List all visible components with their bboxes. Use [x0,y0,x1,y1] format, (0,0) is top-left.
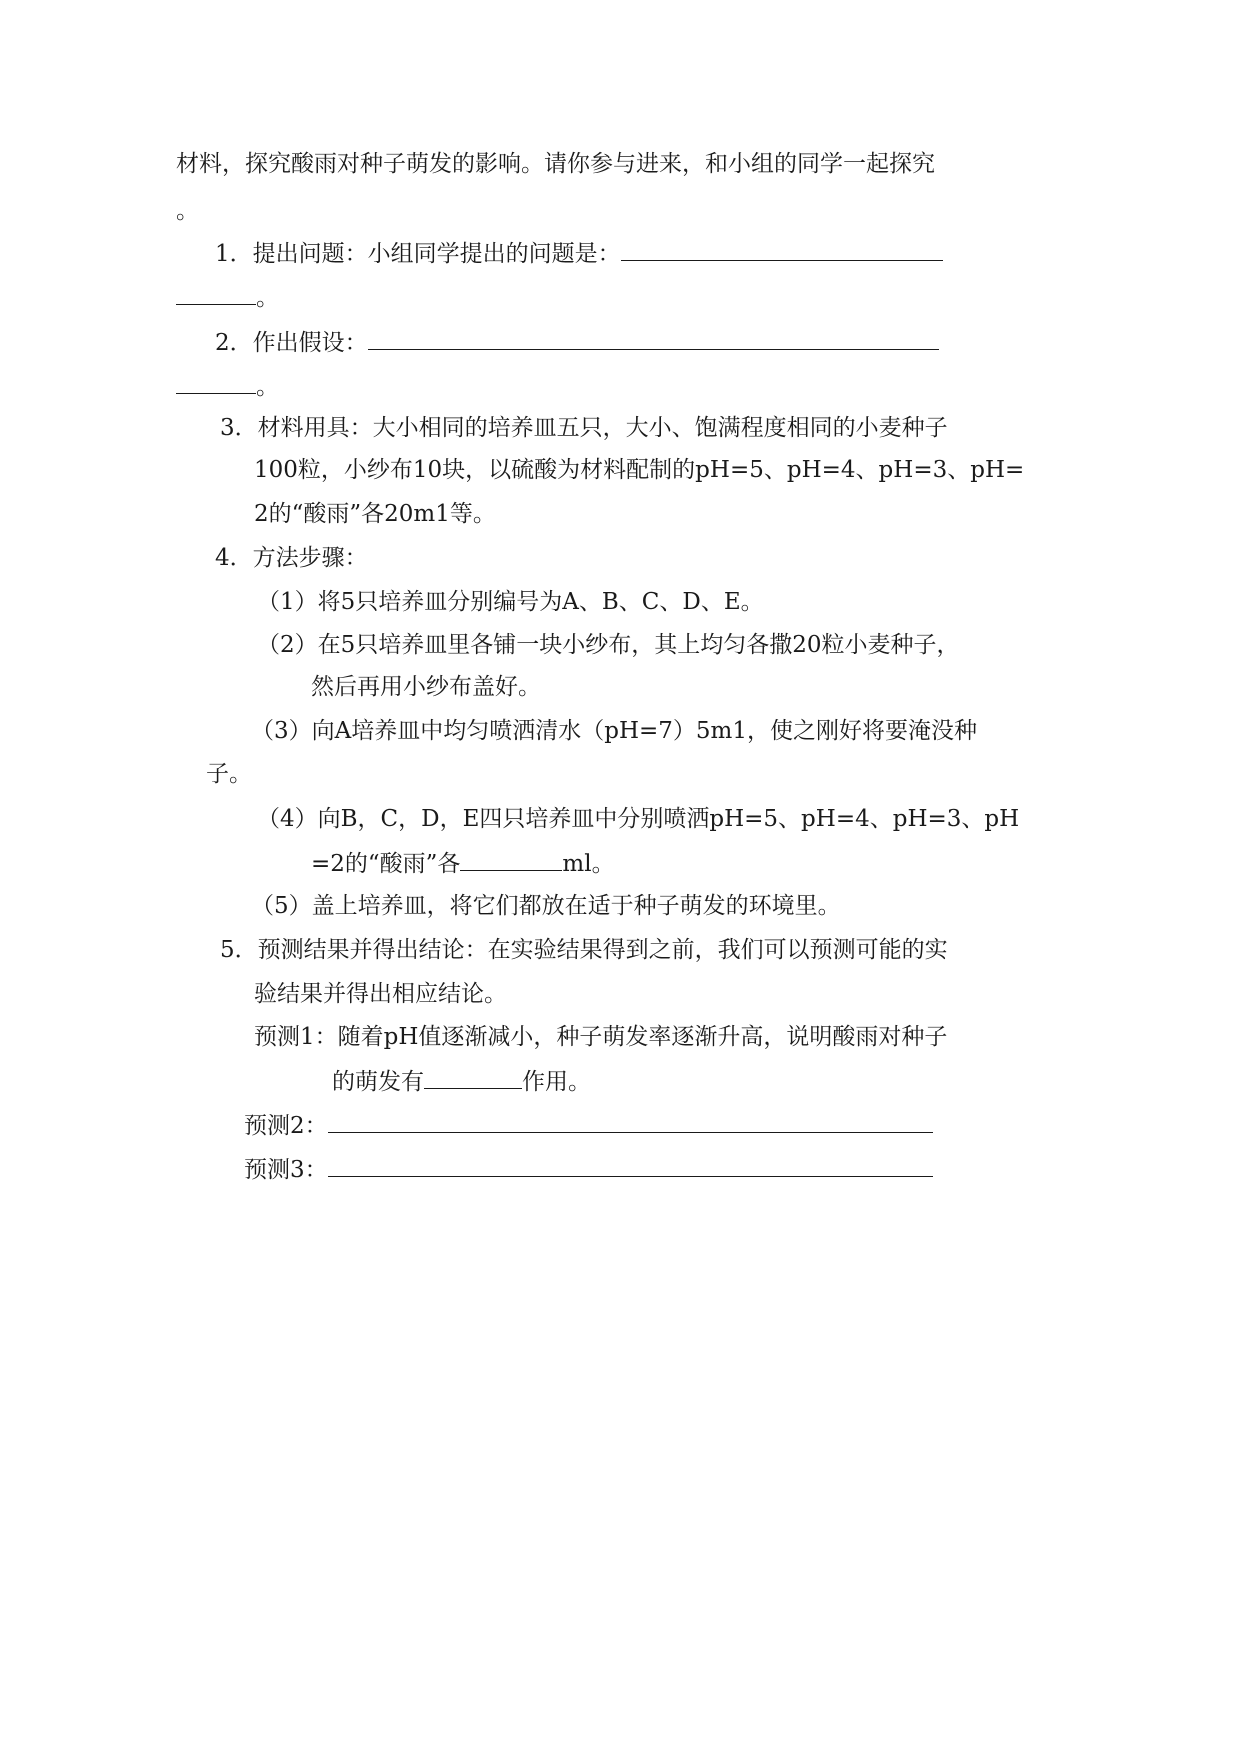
question-2-continuation [176,371,279,402]
answer-blank-1b[interactable] [176,282,256,305]
answer-blank-2b[interactable] [176,371,256,394]
prediction-1-line-1: 预测1：随着pH值逐渐减小，种子萌发率逐渐升高，说明酸雨对种子 [254,1024,948,1050]
answer-blank-5[interactable] [424,1066,522,1089]
prediction-3-label: 预测3： [244,1157,328,1183]
step-5: （5）盖上培养皿，将它们都放在适于种子萌发的环境里。 [251,893,841,919]
step-2-line-1: （2）在5只培养皿里各铺一块小纱布，其上均匀各撒20粒小麦种子， [257,632,960,658]
question-1-continuation [176,282,279,313]
intro-line-1: 材料，探究酸雨对种子萌发的影响。请你参与进来，和小组的同学一起探究 [176,151,935,177]
question-1 [215,238,943,269]
intro-line-2: 。 [176,198,199,224]
question-2 [215,327,939,358]
question-3-line-1: 3．材料用具：大小相同的培养皿五只，大小、饱满程度相同的小麦种子 [220,415,948,441]
question-1-end: 。 [256,285,279,311]
step-4-prefix: =2的“酸雨”各 [311,851,461,877]
prediction-3 [244,1154,933,1185]
step-4-line-2 [311,848,615,879]
step-4-line-1: （4）向B，C，D，E四只培养皿中分别喷洒pH=5、pH=4、pH=3、pH [257,806,1020,832]
question-2-label: 2．作出假设： [215,330,368,356]
step-4-suffix: ml。 [562,851,615,877]
answer-blank-2a[interactable] [368,327,939,350]
prediction-1-suffix: 作用。 [522,1069,591,1095]
step-2-line-2: 然后再用小纱布盖好。 [311,674,541,700]
prediction-2 [244,1110,933,1141]
prediction-1-prefix: 的萌发有 [332,1069,424,1095]
question-5-line-1: 5．预测结果并得出结论：在实验结果得到之前，我们可以预测可能的实 [220,937,948,963]
question-2-end: 。 [256,374,279,400]
answer-blank-1a[interactable] [621,238,943,261]
answer-blank-7[interactable] [328,1154,933,1177]
step-3-line-1: （3）向A培养皿中均匀喷洒清水（pH=7）5m1，使之刚好将要淹没种 [251,718,978,744]
step-1: （1）将5只培养皿分别编号为A、B、C、D、E。 [257,589,764,615]
answer-blank-4[interactable] [460,848,562,871]
question-3-line-2: 100粒，小纱布10块，以硫酸为材料配制的pH=5、pH=4、pH=3、pH= [254,457,1025,483]
question-4-label: 4．方法步骤： [215,545,368,571]
answer-blank-6[interactable] [328,1110,933,1133]
prediction-1-line-2 [332,1066,591,1097]
question-3-line-3: 2的“酸雨”各20m1等。 [254,501,496,527]
question-5-line-2: 验结果并得出相应结论。 [254,981,507,1007]
prediction-2-label: 预测2： [244,1113,328,1139]
step-3-line-2: 子。 [206,761,252,787]
question-1-label: 1．提出问题：小组同学提出的问题是： [215,241,621,267]
